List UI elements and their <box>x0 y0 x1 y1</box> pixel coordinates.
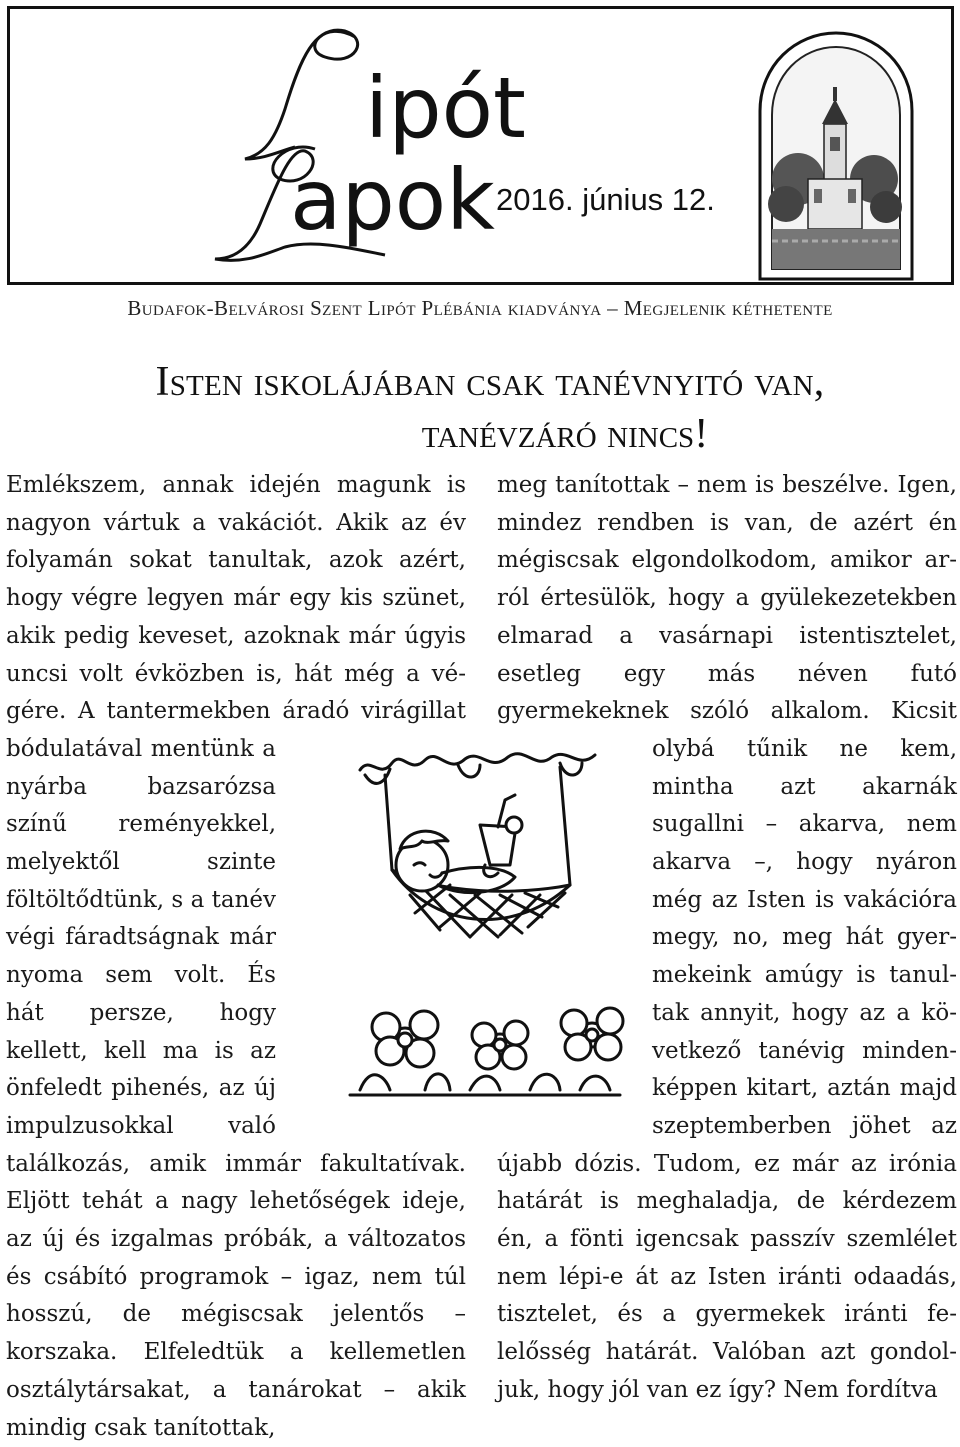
article-text-left-1: Emlékszem, annak idején magunk is nagyon vártuk a vakációt. Akik az év folyamán sokat tanultak, azok azért, hogy végre legyen már egy kis szünet, akik pedig keveset, azoknak már úgyis uncsi volt évközben is, hát még a végére. A tantermekben áradó virágillat <box>6 472 466 725</box>
publication-subtitle: Budafok-Belvárosi Szent Lipót Plébánia kiadványa – Megjelenik kéthetente <box>127 296 833 320</box>
article-text-left-2: bódulatával mentünk a nyárba bazsarózsa színű reményekkel, melyektől szinte föltöltődtünk, s a tanév végi fáradtságnak már nyoma sem volt. És hát persze, hogy kellett, kell ma is az önfeledt pihenés, az új impulzusokkal való találkozás, amik immár fakultatívak. Eljött tehát a nagy lehetőségek ideje, az új és izgalmas próbák, a változatos és csábító programok – igaz, nem túl hosszú, de mégiscsak jelentős – korszaka. Elfeledtük a kellemetlen osztálytársakat, a tanárokat – akik mindig csak tanítottak, <box>6 735 466 1441</box>
svg-text:apok: apok <box>290 151 495 249</box>
headline-line-1: Isten iskolájában csak tanévnyitó van, <box>155 359 825 405</box>
church-photo-icon <box>756 29 916 283</box>
article-text-right-1: meg tanítottak – nem is beszélve. Igen, mindez rendben is van, de azért én mégiscsak elgondolkodom, amikor arról értesülök, hogy a gyülekezetekben elmarad a vasárnapi istentisztelet, esetleg egy más néven futó gyermekeknek szóló alkalom. Kicsit olybá tűnik ne <box>497 472 957 762</box>
lipot-lapok-logo <box>205 19 545 269</box>
article-text-right-2: kem, mintha azt akarnák sugallni – akarva, nem akarva –, hogy nyáron még az Isten is vakációra megy, no, meg hát gyermekeink amúgy is tanultak annyit, hogy az a következő tanévig mindenképpen kitart, aztán majd szeptemberben jöhet az újabb dózis. Tudom, ez már az irónia határát is meghaladja, de kérdezem én, a fönti igencsak passzív szemlélet nem lépi-e át az Isten iránti odaadás, tisztelet, és a gyermekek iránti felelősség határát. Valóban azt gondoljuk, hogy jól van ez így? Nem fordítva <box>497 735 958 1403</box>
headline-line-2: tanévzáró nincs! <box>421 411 709 457</box>
masthead <box>7 6 954 285</box>
svg-text:ipót: ipót <box>365 59 526 157</box>
issue-date: 2016. június 12. <box>496 182 715 217</box>
article-headline <box>0 356 960 460</box>
hammock-illustration-icon <box>330 745 635 1105</box>
